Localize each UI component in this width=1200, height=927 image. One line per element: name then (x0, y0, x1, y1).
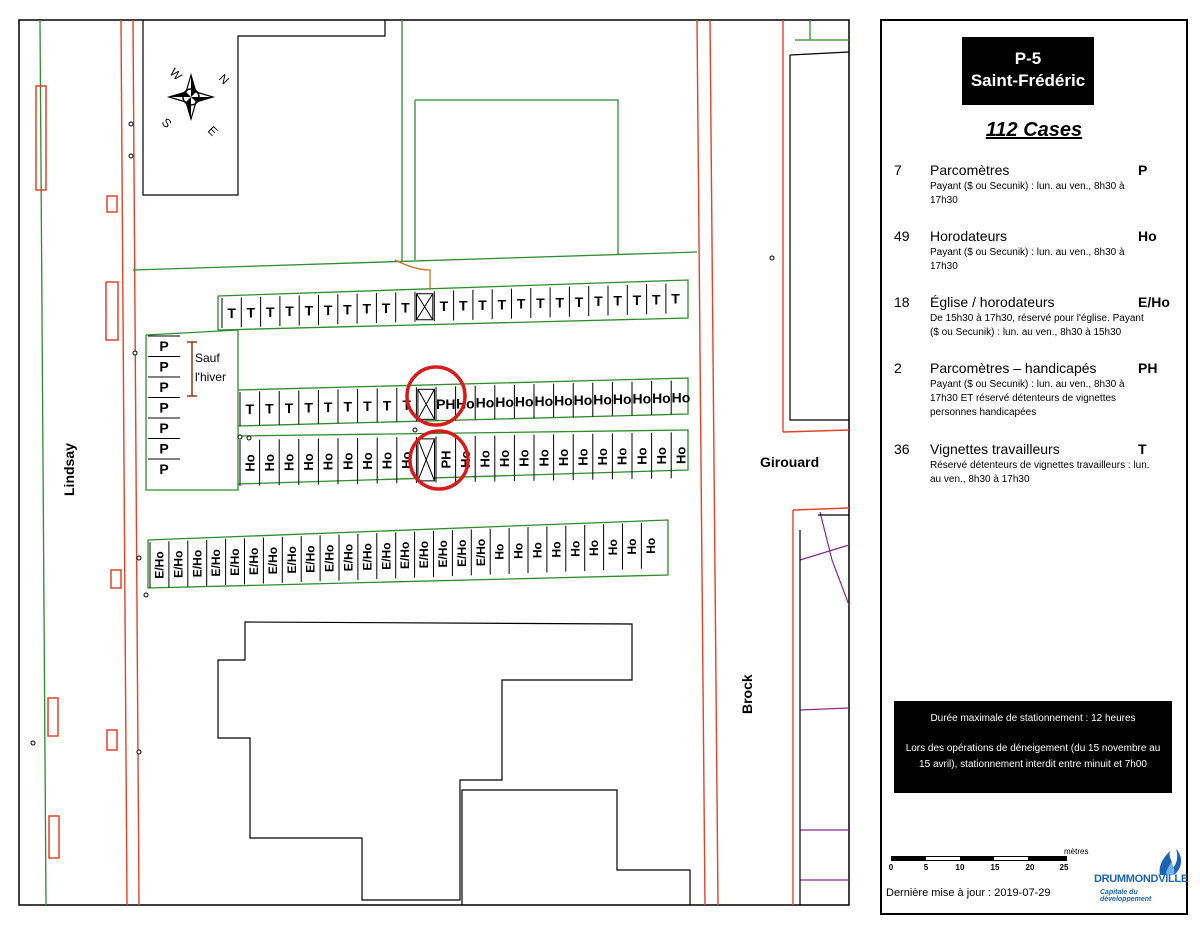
stall-label: Ho (281, 453, 297, 471)
stall-label: Ho (624, 538, 639, 555)
stall-label: T (246, 304, 256, 321)
stall-label: Ho (477, 450, 493, 468)
last-update: Dernière mise à jour : 2019-07-29 (886, 887, 1051, 899)
stall-label: E/Ho (303, 545, 318, 573)
compass-icon (159, 65, 232, 139)
stall-label: T (497, 296, 507, 313)
stall-label: E/Ho (265, 546, 280, 575)
stall-label: Ho (511, 542, 526, 559)
legend-code: Ho (1138, 228, 1157, 244)
lot-title (962, 37, 1094, 105)
stall-label: E/Ho (435, 540, 450, 568)
stall-label: E/Ho (417, 540, 432, 569)
stall-label: Ho (593, 391, 612, 408)
scale-tick: 0 (888, 863, 894, 872)
stall-label: T (323, 398, 333, 415)
stall-label: E/Ho (322, 544, 337, 573)
logo-flame-icon (1094, 843, 1186, 877)
street-brock: Brock (739, 674, 755, 714)
scale-tick: 5 (923, 863, 929, 872)
path-line (395, 260, 430, 290)
stall-label: P (159, 420, 169, 436)
stall-label: E/Ho (454, 539, 469, 567)
stall-label: T (651, 291, 661, 308)
stall-label: T (382, 397, 392, 414)
legend-code: PH (1138, 360, 1158, 376)
legend-desc: Payant ($ ou Secunik) : lun. au ven., 8h30 à 17h30 ET réservé détenteurs de vignettes personnes handicapées (930, 379, 1125, 418)
stall-label: Ho (475, 394, 495, 411)
legend-desc: Payant ($ ou Secunik) : lun. au ven., 8h30 à 17h30 (930, 181, 1125, 206)
stall-label: Ho (399, 451, 415, 469)
stall-label: T (227, 305, 236, 321)
stall-label: T (536, 295, 545, 311)
stall-label: Ho (614, 447, 630, 466)
legend-name: Horodateurs (930, 228, 1008, 244)
legend-desc: Réservé détenteurs de vignettes travailleurs : lun. au ven., 8h30 à 17h30 (930, 460, 1150, 485)
stall-label: T (285, 303, 294, 320)
stall-label: Ho (573, 392, 593, 409)
street-lindsay: Lindsay (61, 443, 77, 496)
legend-desc: Payant ($ ou Secunik) : lun. au ven., 8h30 à 17h30 (930, 247, 1125, 272)
stall-label: Ho (457, 450, 473, 468)
logo-tagline: Capitale du développement (1100, 889, 1152, 903)
stall-label: P (159, 379, 169, 395)
stall-label: E/Ho (284, 546, 299, 574)
scale-bar (888, 847, 1089, 891)
parking-rules-box (894, 701, 1172, 793)
legend-count: 36 (894, 441, 910, 457)
compass-e: E (204, 123, 221, 139)
street-girouard: Girouard (760, 454, 820, 470)
lot-name: Saint-Frédéric (970, 71, 1086, 90)
scale-bar-graphic (891, 856, 1067, 861)
stall-label: T (402, 396, 411, 413)
stall-label: T (381, 300, 391, 316)
stall-label: T (265, 303, 275, 320)
drummondville-logo (1094, 843, 1186, 909)
stall-label: T (401, 299, 410, 316)
stall-label: T (439, 298, 449, 315)
logo-word: DRUMMONDVILLE (1094, 873, 1188, 885)
stall-label: PH (438, 450, 454, 469)
stall-label: T (343, 398, 353, 415)
stall-label: Ho (492, 543, 507, 560)
stall-label: Ho (555, 448, 571, 467)
stall-label: Ho (242, 454, 258, 472)
winter-note-line1: Sauf (195, 351, 220, 365)
stall-label: Ho (379, 451, 395, 470)
lot-code: P-5 (1014, 49, 1042, 68)
stall-label: Ho (568, 540, 583, 557)
compass-n: N (215, 71, 232, 88)
stall-label: Ho (516, 449, 532, 467)
stall-label: T (478, 296, 487, 313)
stall-label: E/Ho (152, 551, 167, 579)
stall-label: E/Ho (190, 549, 205, 578)
stall-label: Ho (632, 390, 652, 407)
stall-label: P (159, 399, 169, 416)
stall-label: P (159, 461, 169, 477)
scale-tick: 10 (955, 863, 965, 872)
snow-removal-note: Lors des opérations de déneigement (du 15 novembre au 15 avril), stationnement interdit entre minuit et 7h00 (905, 743, 1161, 770)
stall-label: Ho (554, 392, 573, 409)
stall-label: PH (436, 395, 456, 412)
stall-label: Ho (575, 448, 591, 466)
stall-label: T (671, 290, 680, 307)
stall-label: Ho (643, 537, 658, 554)
stall-label: T (458, 297, 468, 314)
stall-label: Ho (587, 539, 602, 556)
stall-label: Ho (530, 542, 545, 559)
stall-label: Ho (301, 453, 317, 471)
total-cases: 112 Cases (985, 119, 1083, 141)
legend-count: 2 (894, 360, 902, 376)
stall-label: T (363, 397, 372, 414)
stall-label: T (343, 301, 352, 318)
stall-label: E/Ho (341, 543, 356, 572)
stall-label: Ho (653, 447, 669, 465)
stall-label: P (159, 338, 169, 354)
stall-label: T (304, 399, 313, 416)
stall-label: Ho (495, 394, 514, 411)
legend-name: Vignettes travailleurs (930, 441, 1060, 457)
legend-name: Église / horodateurs (930, 294, 1055, 310)
stall-label: Ho (671, 389, 691, 406)
legend-code: P (1138, 162, 1148, 178)
compass-s: S (158, 115, 175, 131)
stall-label: E/Ho (228, 548, 243, 576)
legend-code: T (1138, 441, 1147, 457)
stall-label: E/Ho (209, 549, 224, 577)
stall-label: E/Ho (360, 543, 375, 571)
stall-label: E/Ho (171, 550, 186, 578)
stall-label: T (594, 293, 603, 310)
stall-label: Ho (497, 449, 513, 468)
stall-label: T (613, 292, 622, 309)
max-duration: Durée maximale de stationnement : 12 heures (930, 713, 1136, 724)
stall-label: Ho (534, 393, 554, 410)
legend-count: 18 (894, 294, 910, 310)
stall-label: Ho (514, 393, 534, 410)
stall-label: T (574, 293, 584, 310)
stall-label: Ho (606, 539, 621, 556)
stall-label: Ho (652, 390, 671, 407)
curb-islands (36, 86, 121, 858)
stall-label: T (555, 294, 565, 311)
stall-label: T (284, 399, 294, 416)
scale-tick: 20 (1025, 863, 1035, 872)
stall-label: P (159, 440, 169, 457)
stall-label: E/Ho (379, 542, 394, 570)
stall-label: Ho (340, 452, 356, 470)
stall-label: Ho (456, 395, 475, 412)
compass-w: W (166, 65, 185, 84)
legend-name: Parcomètres – handicapés (930, 360, 1097, 376)
stall-label: E/Ho (246, 547, 261, 575)
scale-unit: mètres (1064, 847, 1089, 856)
stall-label: T (245, 401, 255, 417)
stall-label: T (632, 291, 642, 308)
legend-count: 49 (894, 228, 910, 244)
stall-label: Ho (320, 452, 336, 471)
scale-tick: 25 (1059, 863, 1069, 872)
scale-tick: 15 (990, 863, 1000, 872)
stall-label: T (323, 301, 333, 318)
stall-label: Ho (612, 391, 632, 408)
legend-desc: De 15h30 à 17h30, réservé pour l'église. Payant ($ ou Secunik) : lun. au ven., 8h30 à 15h30 (930, 313, 1144, 338)
stall-label: E/Ho (398, 541, 413, 570)
map-legend (880, 19, 1188, 915)
stall-label: T (304, 302, 314, 319)
stall-label: E/Ho (473, 538, 488, 567)
stall-label: Ho (261, 453, 277, 472)
winter-note-line2: l'hiver (195, 370, 226, 384)
purple-lines (800, 512, 849, 880)
stall-label: T (516, 295, 526, 312)
stall-label: Ho (536, 449, 552, 467)
stall-label: Ho (634, 447, 650, 465)
stall-label: Ho (549, 541, 564, 558)
stall-label: P (159, 358, 169, 375)
stall-label: T (265, 400, 274, 417)
stall-label: T (362, 300, 372, 317)
legend-name: Parcomètres (930, 162, 1010, 178)
stall-label: Ho (595, 448, 611, 466)
legend-code: E/Ho (1138, 294, 1170, 310)
stall-label: Ho (359, 452, 375, 470)
legend-count: 7 (894, 162, 902, 178)
stall-label: Ho (673, 446, 689, 465)
